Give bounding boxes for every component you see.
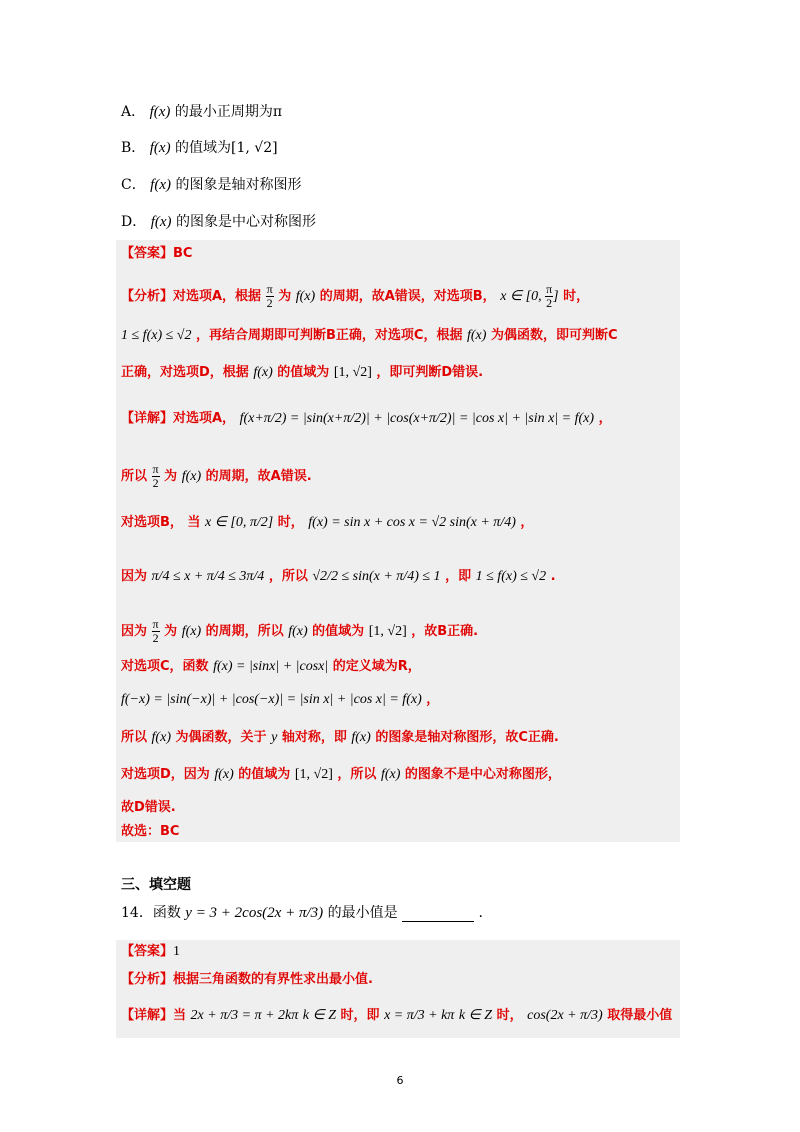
detail-line-3: 对选项B， 当 x ∈ [0, π/2] 时， f(x) = sin x + cos x = √2 sin(x + π/4) ， <box>121 515 534 530</box>
analysis-14: 【分析】根据三角函数的有界性求出最小值. <box>121 972 373 987</box>
option-d: D． f(x) 的图象是中心对称图形 <box>121 214 316 230</box>
answer-tag: 【答案】BC <box>121 246 193 261</box>
detail-line-1: 【详解】对选项A， f(x+π/2) = |sin(x+π/2)| + |cos(x+π/2)| = |cos x| + |sin x| = f(x) ， <box>121 411 612 426</box>
detail-line-9: 对选项D，因为 f(x) 的值域为 [1, √2] ，所以 f(x) 的图象不是中心对称图形， <box>121 767 561 782</box>
final-choice: 故选：BC <box>121 824 180 839</box>
section-heading: 三、填空题 <box>121 877 191 893</box>
option-c: C． f(x) 的图象是轴对称图形 <box>121 177 302 193</box>
detail-line-7: f(−x) = |sin(−x)| + |cos(−x)| = |sin x| + |cos x| = f(x) ， <box>121 692 440 707</box>
analysis-line-1: 【分析】对选项A，根据 $\frac{\pi}{2}$ 为 f(x) 的周期，故A错误，对选项B， x ∈ [0, $\frac{\pi}{2}$ ] 时， <box>121 282 590 310</box>
detail-line-6: 对选项C，函数 f(x) = |sinx| + |cosx| 的定义域为R， <box>121 659 421 674</box>
detail-line-4: 因为 π/4 ≤ x + π/4 ≤ 3π/4 ，所以 √2/2 ≤ sin(x + π/4) ≤ 1 ，即 1 ≤ f(x) ≤ √2 . <box>121 569 556 584</box>
option-a: A． f(x) 的最小正周期为π <box>121 104 283 120</box>
question-14: 14．函数 y = 3 + 2cos(2x + π/3) 的最小值是 . <box>121 905 483 921</box>
detail-line-5: 因为 $\frac{\pi}{2}$ 为 f(x) 的周期，所以 f(x) 的值域为 [1, √2] ，故B正确. <box>121 617 479 645</box>
detail-line-10: 故D错误. <box>121 800 176 815</box>
page-number: 6 <box>396 1074 404 1087</box>
option-b: B． f(x) 的值域为[1, √2] <box>121 140 278 156</box>
detail-line-8: 所以 f(x) 为偶函数，关于 y 轴对称，即 f(x) 的图象是轴对称图形，故C正确. <box>121 730 559 745</box>
answer-blank[interactable] <box>402 907 474 922</box>
detail-line-2: 所以 $\frac{\pi}{2}$ 为 f(x) 的周期，故A错误. <box>121 462 312 490</box>
detail-14: 【详解】当 2x + π/3 = π + 2kπ k ∈ Z 时，即 x = π/3 + kπ k ∈ Z 时， cos(2x + π/3) 取得最小值 <box>121 1008 673 1023</box>
analysis-line-3: 正确，对选项D，根据 f(x) 的值域为 [1, √2] ，即可判断D错误. <box>121 365 484 380</box>
fraction: $\frac{\pi}{2}$ <box>266 282 273 310</box>
answer-14-tag: 【答案】1 <box>121 944 181 959</box>
analysis-line-2: 1 ≤ f(x) ≤ √2 ，再结合周期即可判断B正确，对选项C，根据 f(x) 为偶函数，即可判断C <box>121 328 618 343</box>
